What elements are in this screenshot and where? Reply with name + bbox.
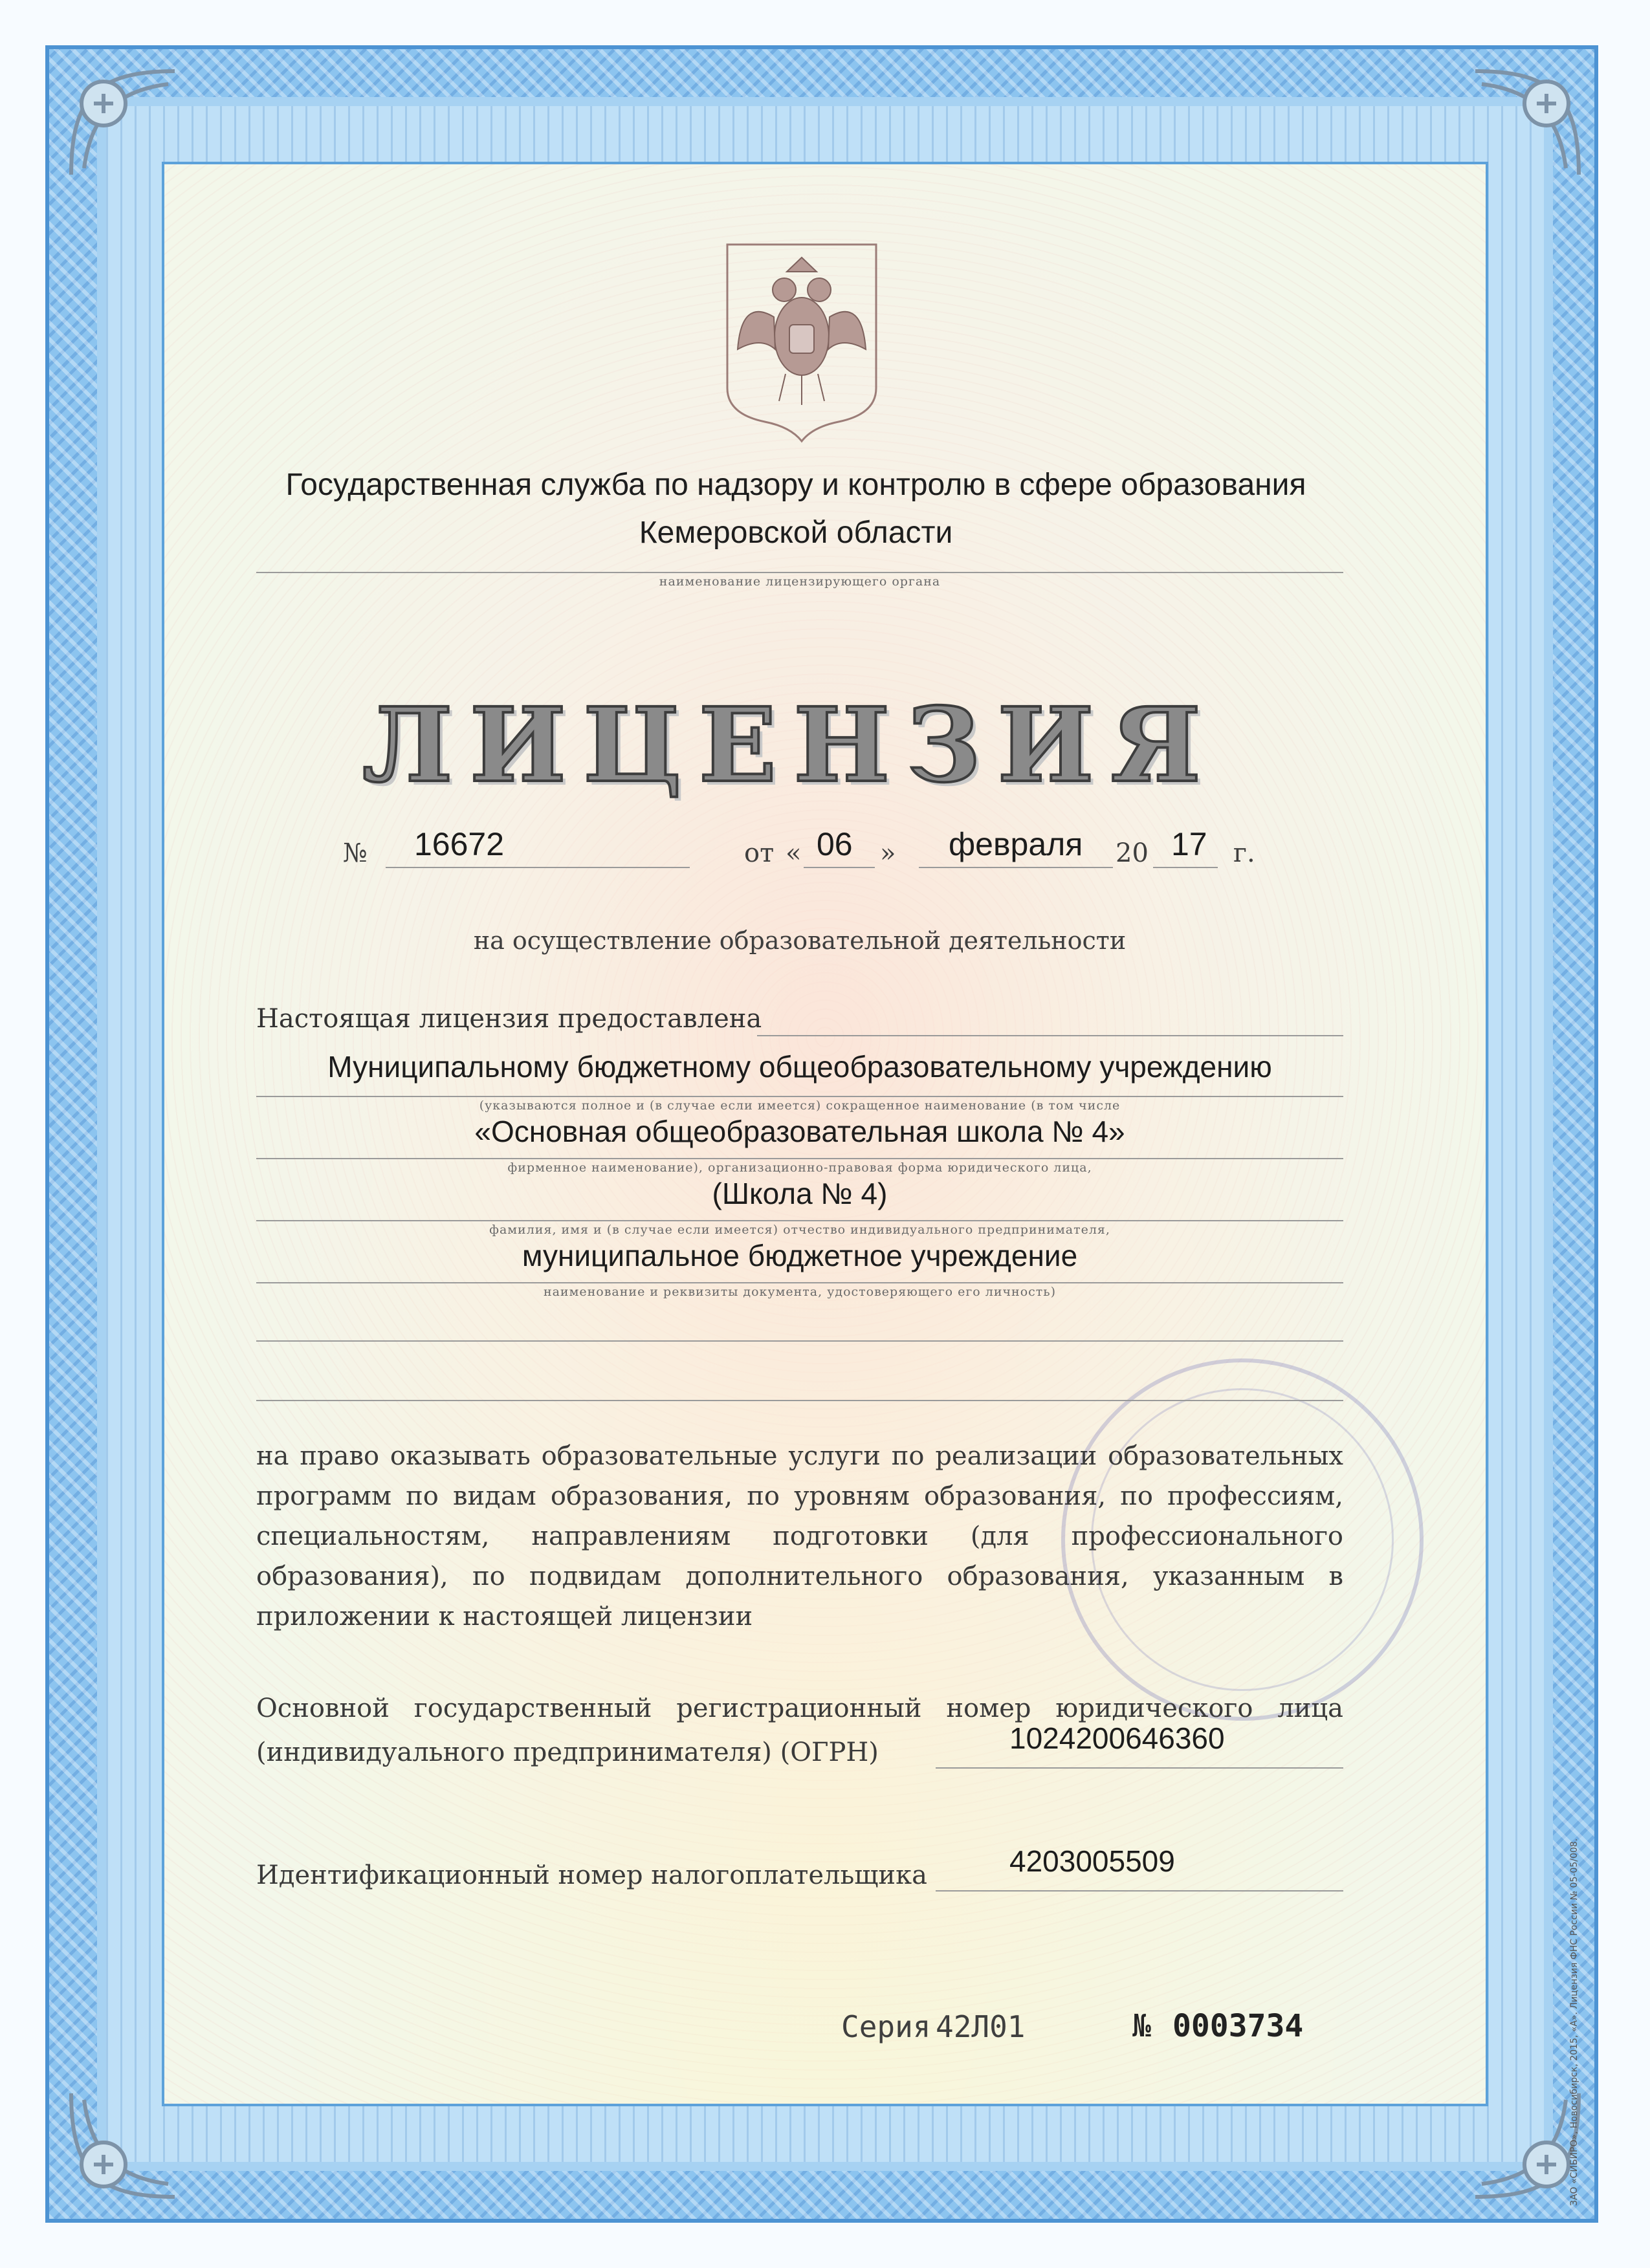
- granted-underline-2: [256, 1158, 1343, 1159]
- corner-ornament-icon: [1462, 58, 1592, 188]
- rights-line-5: приложении к настоящей лицензии: [256, 1602, 753, 1631]
- rights-line-2: программ по видам образования, по уровням образования, по профессиям,: [256, 1481, 1343, 1511]
- rights-line-3: специальностям, направлениям подготовки (для профессионального: [256, 1521, 1343, 1551]
- day-underline: [804, 867, 875, 868]
- authority-caption: наименование лицензирующего органа: [659, 574, 941, 589]
- authority-name-line1: Государственная служба по надзору и контролю в сфере образования: [285, 468, 1306, 502]
- series-value: 42Л01: [936, 2009, 1026, 2044]
- ogrn-label-line1: Основной государственный регистрационный номер юридического лица: [256, 1694, 1343, 1723]
- authority-name-line2: Кемеровской области: [639, 516, 953, 550]
- inn-value: 4203005509: [1009, 1844, 1175, 1878]
- granted-underline-4: [256, 1282, 1343, 1283]
- blank-number-prefix: №: [1132, 2008, 1151, 2044]
- holder-caption-4: наименование и реквизиты документа, удостоверяющего его личность): [543, 1285, 1057, 1299]
- document-title: ЛИЦЕНЗИЯ: [362, 686, 1218, 805]
- blank-number: 0003734: [1172, 2008, 1304, 2044]
- date-from-label: от: [744, 838, 775, 868]
- month-underline: [919, 867, 1113, 868]
- granted-underline-1: [256, 1096, 1343, 1097]
- date-year-suffix: 17: [1171, 826, 1207, 862]
- rights-line-1: на право оказывать образовательные услуги по реализации образовательных: [256, 1441, 1343, 1471]
- date-year-unit: г.: [1233, 838, 1255, 868]
- license-number-prefix: №: [343, 838, 368, 868]
- rights-line-4: образования), по подвидам дополнительного образования, указанным в: [256, 1562, 1343, 1591]
- holder-short-name: (Школа № 4): [712, 1177, 888, 1210]
- granted-underline-3: [256, 1220, 1343, 1221]
- activity-text: на осуществление образовательной деятельности: [473, 926, 1127, 955]
- printer-note: [1569, 1838, 1582, 2232]
- authority-underline: [256, 572, 1343, 573]
- number-underline: [386, 867, 690, 868]
- holder-name-line2: «Основная общеобразовательная школа № 4»: [474, 1115, 1125, 1148]
- holder-caption-2: фирменное наименование), организационно-правовая форма юридического лица,: [507, 1161, 1092, 1175]
- date-month: февраля: [949, 826, 1083, 862]
- granted-underline-6: [256, 1400, 1343, 1401]
- corner-ornament-icon: [58, 58, 188, 188]
- inn-underline: [936, 1890, 1343, 1892]
- date-day: 06: [817, 826, 853, 862]
- date-year-prefix: 20: [1116, 838, 1149, 868]
- holder-caption-3: фамилия, имя и (в случае если имеется) отчество индивидуального предпринимателя,: [489, 1223, 1110, 1237]
- inn-label: Идентификационный номер налогоплательщика: [256, 1860, 927, 1890]
- holder-name-line1: Муниципальному бюджетному общеобразовательному учреждению: [327, 1050, 1272, 1084]
- granted-label: Настоящая лицензия предоставлена: [256, 1004, 762, 1034]
- granted-underline-5: [256, 1340, 1343, 1342]
- series-label: Серия: [841, 2009, 931, 2044]
- holder-caption-1: (указываются полное и (в случае если имеется) сокращенное наименование (в том числе: [479, 1098, 1121, 1113]
- license-number: 16672: [414, 826, 505, 862]
- coat-of-arms-icon: [722, 239, 881, 444]
- year-underline: [1153, 867, 1218, 868]
- ogrn-underline: [936, 1767, 1343, 1769]
- holder-legal-form: муниципальное бюджетное учреждение: [522, 1239, 1078, 1272]
- ogrn-value: 1024200646360: [1009, 1721, 1225, 1755]
- corner-ornament-icon: [58, 2080, 188, 2210]
- date-open-quote: «: [786, 838, 802, 868]
- date-close-quote: »: [880, 838, 896, 868]
- printer-note-text: ЗАО «СИБИРО», Новосибирск, 2015, «А». Лицензия ФНС России № 05-05/008.: [1569, 1838, 1579, 2206]
- granted-underline-0: [757, 1035, 1343, 1036]
- ogrn-label-line2: (индивидуального предпринимателя) (ОГРН): [256, 1738, 879, 1767]
